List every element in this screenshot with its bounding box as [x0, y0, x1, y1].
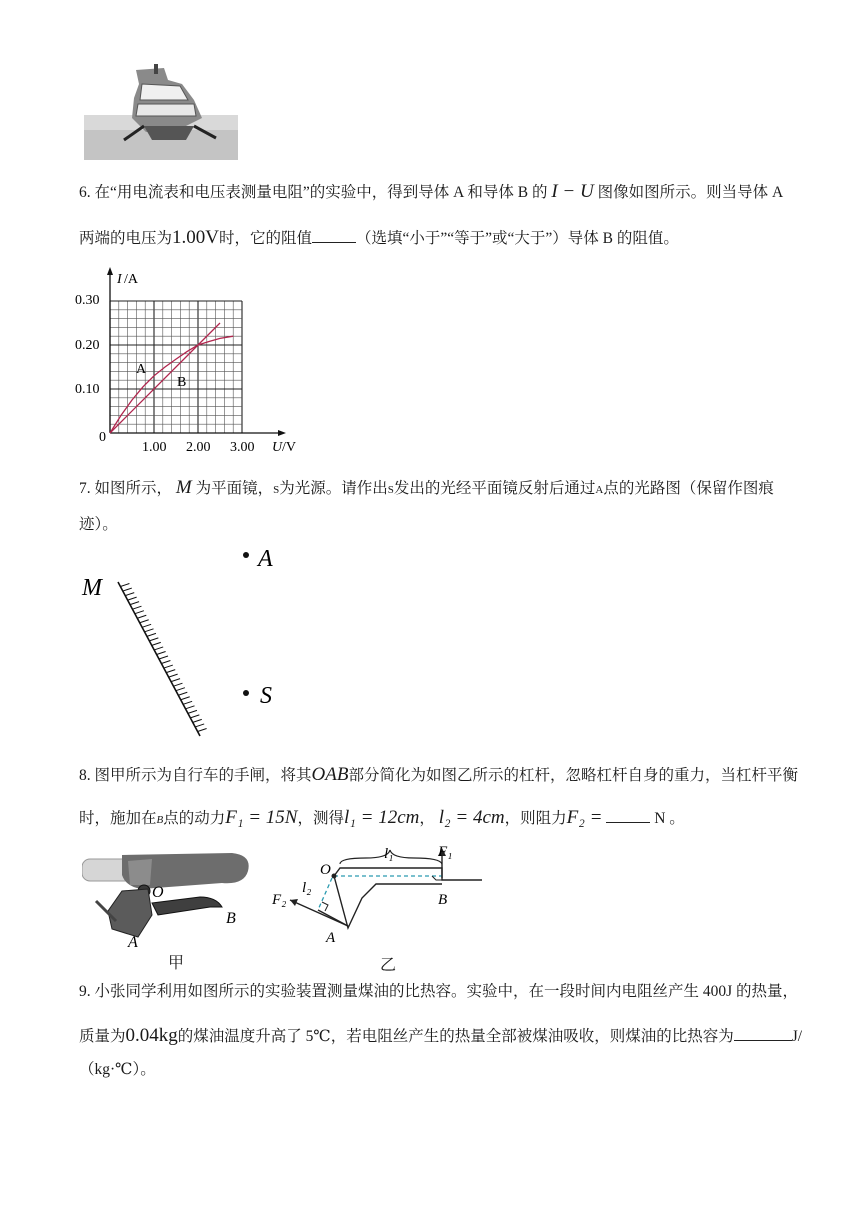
mirror-hatch — [166, 670, 175, 673]
q9-line-3 — [79, 1058, 156, 1082]
q6-line-1 — [79, 180, 783, 205]
lever-label-b: B — [226, 910, 236, 927]
mirror-hatch — [198, 728, 207, 731]
plane-mirror — [118, 582, 207, 736]
lever-label-a: A — [128, 934, 138, 951]
q7-s-symbol: S — [273, 484, 280, 496]
mirror-hatch — [130, 602, 139, 605]
x-tick-label: 3.00 — [230, 440, 255, 455]
q8-b-symbol: B — [156, 814, 164, 826]
mirror-hatch — [137, 615, 146, 618]
q6-number: 6. — [79, 184, 91, 201]
iu-graph — [72, 265, 312, 460]
q7-text-1a: 如图所示， — [94, 480, 173, 497]
q6-text-2b: 时，它的阻值 — [219, 230, 313, 247]
q9-mass-value: 0.04kg — [125, 1025, 178, 1046]
mirror-hatch — [128, 597, 137, 600]
mirror-hatch — [164, 665, 173, 668]
x-tick-label: 2.00 — [186, 440, 211, 455]
mirror-hatch — [171, 679, 180, 682]
y-axis-arrow — [107, 267, 113, 275]
mirror-hatch — [181, 697, 190, 700]
q8-l1-equation: l₁ = 12cm — [344, 807, 420, 828]
x-axis-label-unit: /V — [282, 440, 296, 455]
mirror-hatch — [188, 710, 197, 713]
mirror-hatch — [173, 683, 182, 686]
figure-caption-jia: 甲 — [168, 955, 185, 972]
curve-label-a: A — [136, 362, 147, 377]
q9-line-2 — [79, 1024, 802, 1049]
q7-line-1 — [79, 476, 774, 502]
y-tick-label: 0.10 — [75, 382, 100, 397]
mirror-hatch — [147, 633, 156, 636]
lever-diagram — [270, 838, 485, 948]
q7-number: 7. — [79, 480, 91, 497]
mirror-hatch — [169, 674, 178, 677]
q7-text-2: 迹）。 — [79, 516, 118, 533]
mirror-hatch — [123, 588, 132, 591]
lever-label-o: O — [152, 884, 164, 901]
mirror-hatch — [159, 656, 168, 659]
y-axis-label-i: I — [117, 272, 122, 287]
q6-text-2a: 两端的电压为 — [79, 230, 173, 247]
q7-a-symbol: A — [595, 484, 604, 496]
q8-number: 8. — [79, 767, 91, 784]
diagram-label-l1: l₁ — [384, 846, 394, 862]
figure-caption-yi: 乙 — [380, 957, 397, 974]
diagram-label-f2: F₂ — [272, 892, 287, 908]
q7-text-1c: 为光源。请作出 — [279, 480, 388, 497]
q8-oab: OAB — [311, 764, 349, 785]
series-line-b — [110, 323, 220, 433]
mirror-hatch — [193, 719, 202, 722]
light-source-label: S — [260, 683, 272, 709]
q8-l2-equation: l₂ = 4cm — [438, 807, 505, 828]
q7-m-symbol: M — [175, 477, 192, 498]
y-axis-label-unit: /A — [124, 272, 138, 287]
q6-text-1b: 图像如图所示。则当导体 A — [597, 184, 784, 201]
q9-number: 9. — [79, 983, 91, 1000]
mirror-hatch — [120, 584, 129, 587]
mirror-hatch — [140, 620, 149, 623]
point-a-label: A — [258, 546, 273, 572]
mirror-figure — [78, 540, 298, 745]
q9-text-3: （kg·℃）。 — [79, 1061, 156, 1078]
q9-answer-blank[interactable] — [734, 1024, 792, 1041]
mirror-hatch — [161, 661, 170, 664]
q8-text-2b: 点的动力 — [163, 810, 226, 827]
q9-text-2c: J/ — [791, 1028, 803, 1045]
x-tick-label: 1.00 — [142, 440, 167, 455]
mirror-hatch — [135, 611, 144, 614]
light-source-s — [243, 690, 249, 696]
q8-f2-equation: F₂ = — [566, 807, 603, 828]
origin-label: 0 — [99, 430, 106, 445]
q8-line-2 — [79, 806, 685, 832]
q8-text-2c: ，测得 — [297, 810, 344, 827]
curve-label-b: B — [177, 375, 187, 390]
q6-line-2 — [79, 226, 679, 251]
q6-iu-formula: I − U — [551, 181, 594, 202]
q8-comma: ， — [419, 810, 435, 827]
point-a — [243, 552, 249, 558]
q8-text-2d: ，则阻力 — [504, 810, 567, 827]
mirror-hatch — [152, 642, 161, 645]
q8-f1-equation: F₁ = 15N — [225, 807, 298, 828]
q8-text-2e: N 。 — [654, 810, 685, 827]
q6-voltage-value: 1.00V — [172, 227, 219, 248]
q6-text-1a: 在“用电流表和电压表测量电阻”的实验中，得到导体 A 和导体 B 的 — [94, 184, 548, 201]
mirror-hatch — [190, 715, 199, 718]
q6-text-2c: （选填“小于”“等于”或“大于”）导体 B 的阻值。 — [356, 230, 679, 247]
mirror-hatch — [186, 706, 195, 709]
q8-text-1b: 部分简化为如图乙所示的杠杆，忽略杠杆自身的重力，当杠杆平衡 — [348, 767, 798, 784]
mirror-hatch — [142, 624, 151, 627]
x-axis-label-u: U — [272, 440, 283, 455]
mirror-hatch — [145, 629, 154, 632]
diagram-label-l2: l₂ — [302, 880, 312, 896]
diagram-label-o: O — [320, 862, 331, 878]
q8-line-1 — [79, 763, 798, 788]
ship-photo — [84, 60, 238, 160]
x-axis-arrow — [278, 430, 286, 436]
y-tick-label: 0.30 — [75, 293, 100, 308]
q8-answer-blank[interactable] — [606, 806, 650, 823]
mirror-hatch — [125, 593, 134, 596]
q6-answer-blank[interactable] — [312, 226, 356, 243]
mirror-label-m: M — [82, 575, 102, 601]
mirror-hatch — [195, 724, 204, 727]
diagram-label-f1: F₁ — [438, 844, 453, 860]
mirror-hatch — [132, 606, 141, 609]
q8-text-2a: 时，施加在 — [79, 810, 157, 827]
mirror-hatch — [183, 701, 192, 704]
mirror-hatch — [178, 692, 187, 695]
q7-text-1e: 点的光路图（保留作图痕 — [603, 480, 774, 497]
y-tick-label: 0.20 — [75, 338, 100, 353]
mirror-hatch — [157, 651, 166, 654]
q9-text-1: 小张同学利用如图所示的实验装置测量煤油的比热容。实验中，在一段时间内电阻丝产生 400J 的热量， — [94, 983, 799, 1000]
mirror-hatch — [154, 647, 163, 650]
graph-axes — [107, 267, 286, 436]
q8-text-1a: 图甲所示为自行车的手闸，将其 — [94, 767, 312, 784]
q9-text-2b: 的煤油温度升高了 5℃，若电阻丝产生的热量全部被煤油吸收，则煤油的比热容为 — [177, 1028, 734, 1045]
q7-s-symbol-2: S — [387, 484, 394, 496]
diagram-label-b: B — [438, 892, 448, 908]
q7-line-2 — [79, 513, 118, 537]
q7-text-1d: 发出的光经平面镜反射后通过 — [393, 480, 596, 497]
q7-text-1b: 为平面镜， — [195, 480, 274, 497]
mirror-hatch — [149, 638, 158, 641]
mirror-hatch — [176, 688, 185, 691]
q9-line-1 — [79, 980, 798, 1004]
diagram-label-a: A — [326, 930, 336, 946]
q9-text-2a: 质量为 — [79, 1028, 126, 1045]
